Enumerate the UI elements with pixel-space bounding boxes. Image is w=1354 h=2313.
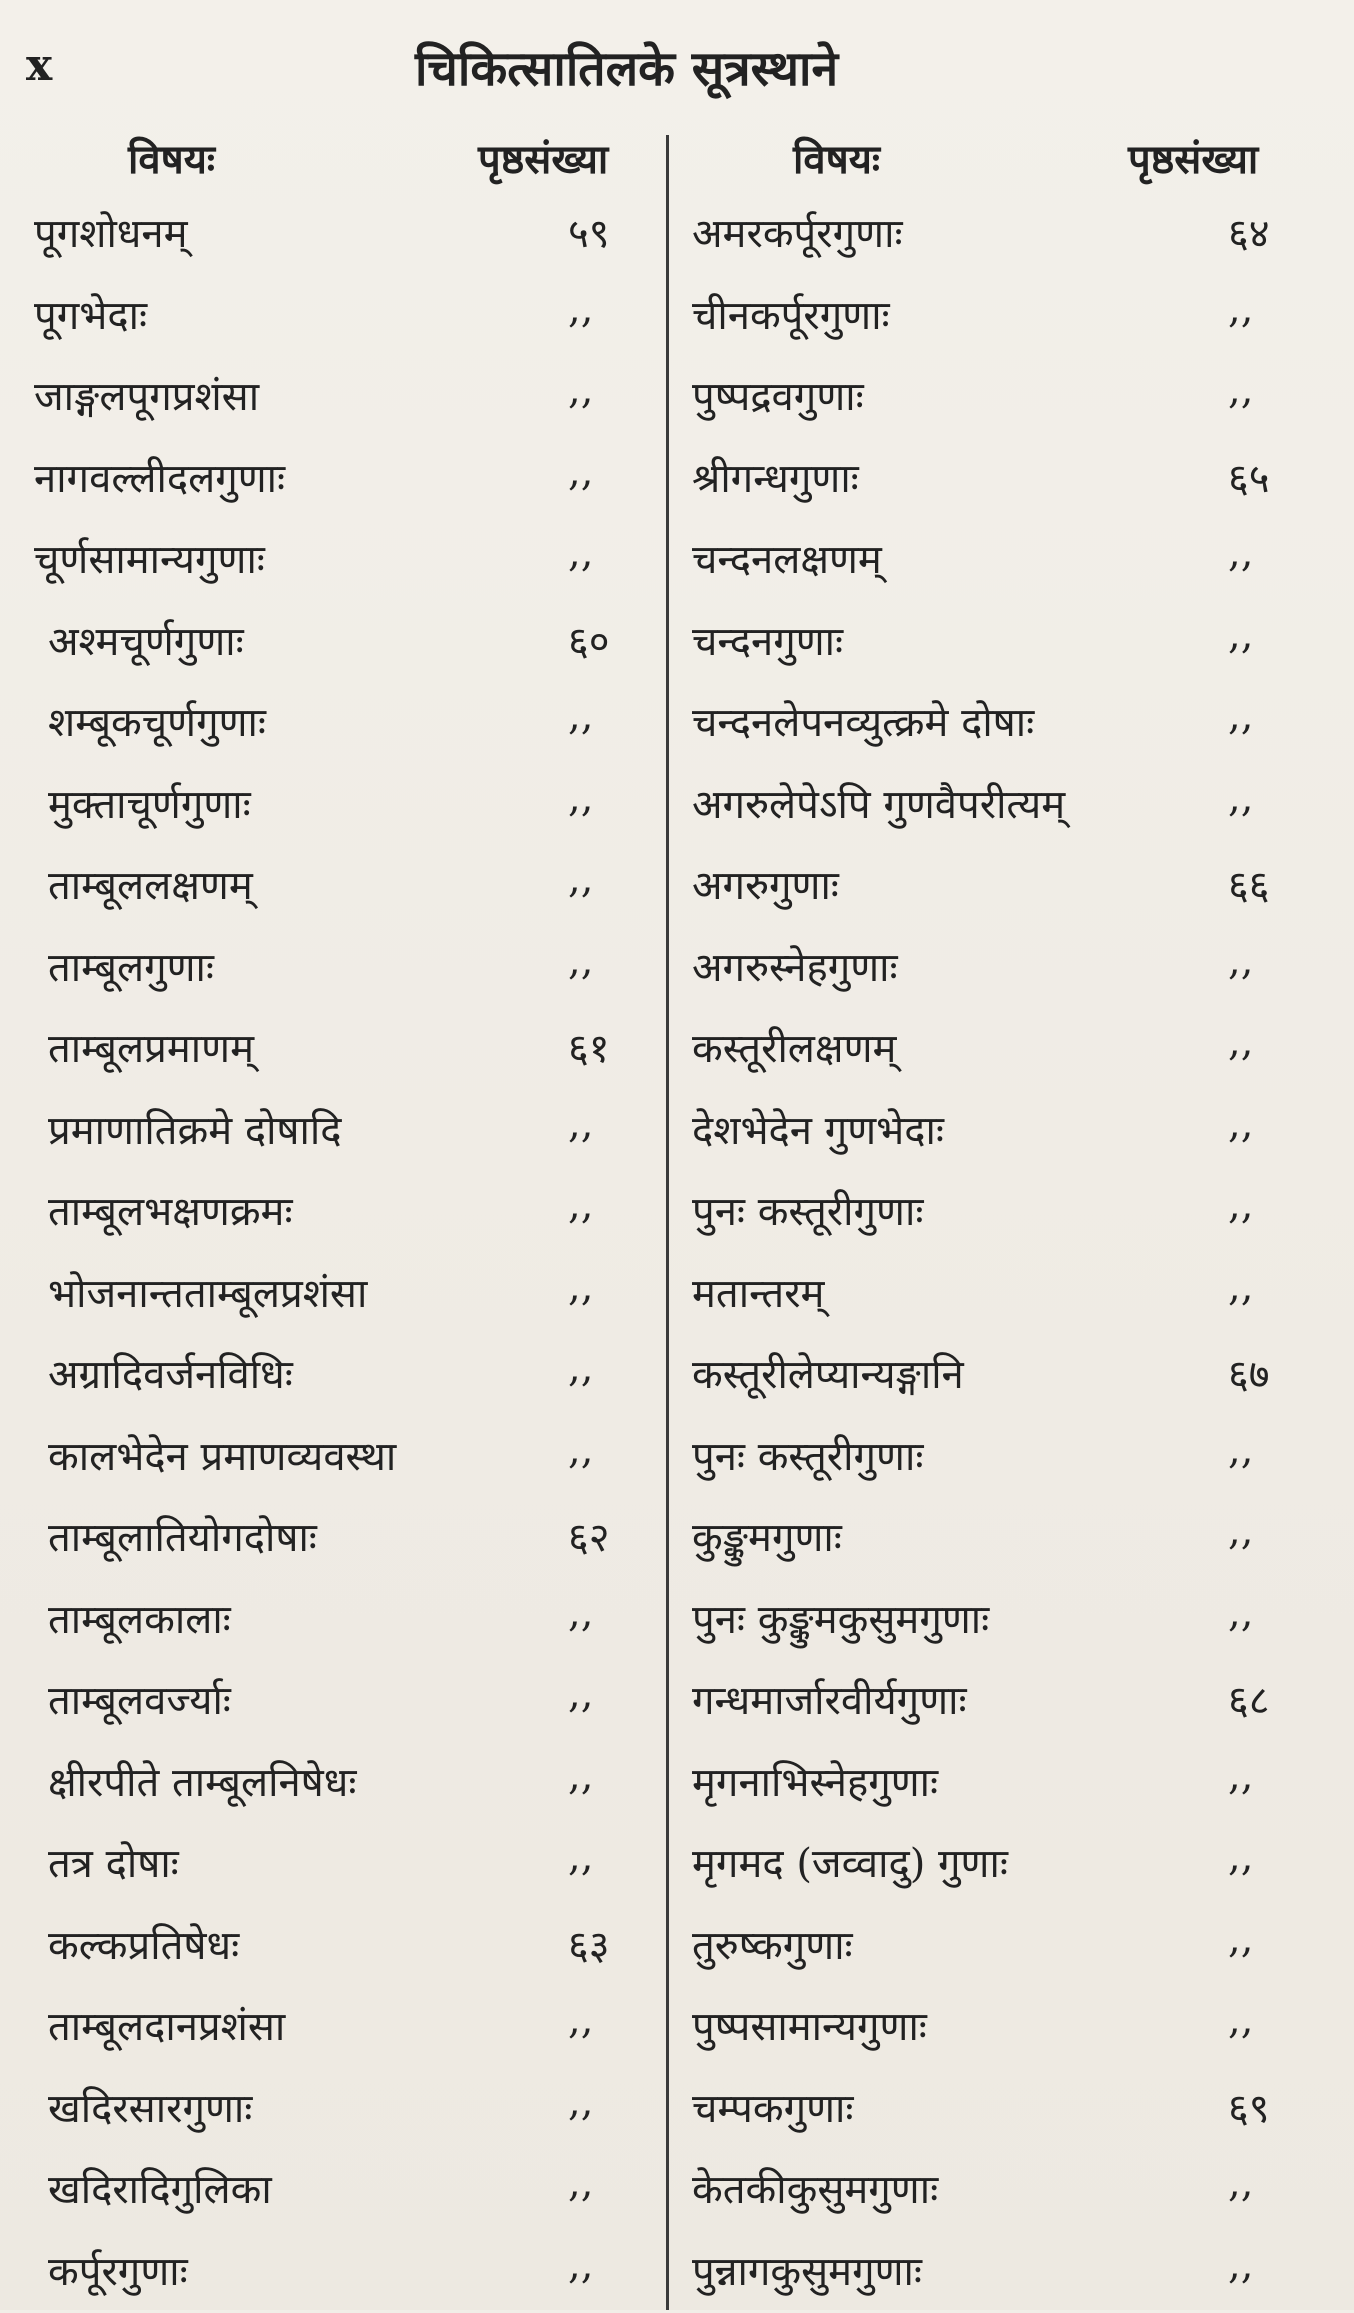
contents-entry [28,1987,640,2069]
entry-page-number: ,, [568,2160,593,2206]
entry-subject: चन्दनलक्षणम् [692,530,882,585]
contents-entry [688,1335,1328,1417]
entry-subject: चन्दनगुणाः [692,612,843,667]
entry-subject: पुनः कस्तूरीगुणाः [692,1182,923,1237]
column-divider [666,135,669,2310]
entry-subject: कस्तूरीलेप्यान्यङ्गानि [692,1345,964,1400]
entry-page-number: ,, [568,1834,593,1880]
entry-subject: चम्पकगुणाः [692,2079,853,2134]
entry-page-number: ,, [568,1671,593,1717]
entry-subject: चीनकर्पूरगुणाः [692,286,890,341]
entry-page-number: ,, [1228,938,1253,984]
entry-subject: प्रमाणातिक्रमे दोषादि [48,1101,342,1156]
entry-subject: अश्मचूर्णगुणाः [48,612,244,667]
contents-entry [688,1661,1328,1743]
page-header [0,30,1354,100]
entry-page-number: ६९ [1228,2079,1270,2134]
entry-subject: भोजनान्तताम्बूलप्रशंसा [48,1264,367,1319]
contents-entry [688,1580,1328,1662]
contents-entry [688,194,1328,276]
entry-page-number: ,, [1228,367,1253,413]
column-header [688,120,1328,194]
contents-entry [28,1091,640,1173]
contents-entry [28,1824,640,1906]
contents-entry [688,1824,1328,1906]
entry-subject: ताम्बूलभक्षणक्रमः [48,1182,293,1237]
page-title: चिकित्सातिलके सूत्रस्थाने [415,35,838,100]
contents-entry [28,683,640,765]
contents-entry [688,765,1328,847]
entry-page-number: ,, [568,1101,593,1147]
entry-page-number: ,, [568,1590,593,1636]
contents-entry [28,1661,640,1743]
entry-page-number: ,, [1228,612,1253,658]
entry-page-number: ,, [1228,1182,1253,1228]
contents-entry [28,439,640,521]
contents-entry [28,602,640,684]
entry-page-number: ,, [1228,1508,1253,1554]
contents-entry [28,1743,640,1825]
contents-entry [28,1417,640,1499]
contents-entry [28,1498,640,1580]
entry-page-number: ६० [568,612,610,667]
entry-subject: पुष्पद्रवगुणाः [692,367,864,422]
entry-subject: पूगशोधनम् [34,204,188,259]
entry-page-number: ,, [568,693,593,739]
contents-entry [28,846,640,928]
entry-page-number: ,, [568,286,593,332]
entry-subject: ताम्बूलकालाः [48,1590,231,1645]
contents-entry [688,2150,1328,2232]
entry-page-number: ,, [1228,1590,1253,1636]
contents-entry [688,846,1328,928]
entry-page-number: ६२ [568,1508,610,1563]
contents-list [688,194,1328,2313]
contents-entry [28,1906,640,1988]
entry-page-number: ,, [568,2242,593,2288]
entry-page-number: ६५ [1228,449,1270,504]
entry-subject: खदिरादिगुलिका [48,2160,272,2215]
entry-page-number: ,, [568,1264,593,1310]
contents-entry [28,1335,640,1417]
entry-page-number: ,, [568,2079,593,2125]
entry-subject: मुक्ताचूर्णगुणाः [48,775,251,830]
entry-subject: अगरुगुणाः [692,856,839,911]
contents-entry [688,439,1328,521]
entry-subject: खदिरसारगुणाः [48,2079,252,2134]
contents-entry [688,1743,1328,1825]
entry-page-number: ,, [1228,775,1253,821]
entry-page-number: ,, [1228,530,1253,576]
entry-subject: श्रीगन्धगुणाः [692,449,859,504]
entry-subject: क्षीरपीते ताम्बूलनिषेधः [48,1753,356,1808]
entry-page-number: ,, [1228,1753,1253,1799]
contents-entry [28,520,640,602]
contents-entry [688,1254,1328,1336]
entry-subject: ताम्बूलदानप्रशंसा [48,1997,285,2052]
contents-entry [28,765,640,847]
entry-subject: पुनः कस्तूरीगुणाः [692,1427,923,1482]
page-number: x [26,40,53,91]
entry-subject: शम्बूकचूर्णगुणाः [48,693,266,748]
entry-subject: ताम्बूलप्रमाणम् [48,1019,254,1074]
entry-subject: मृगमद (जव्वादु) गुणाः [692,1834,1008,1889]
entry-subject: मतान्तरम् [692,1264,824,1319]
contents-entry [688,602,1328,684]
subject-heading: विषयः [128,130,215,185]
contents-entry [28,276,640,358]
entry-subject: ताम्बूललक्षणम् [48,856,253,911]
contents-entry [688,928,1328,1010]
contents-entry [688,2069,1328,2151]
entry-page-number: ,, [568,938,593,984]
entry-page-number: ,, [568,449,593,495]
entry-subject: ताम्बूलवर्ज्याः [48,1671,231,1726]
contents-entry [688,1498,1328,1580]
contents-entry [28,928,640,1010]
entry-subject: अग्रादिवर्जनविधिः [48,1345,293,1400]
entry-subject: ताम्बूलगुणाः [48,938,214,993]
contents-entry [688,1906,1328,1988]
entry-page-number: ,, [1228,1264,1253,1310]
entry-subject: चन्दनलेपनव्युत्क्रमे दोषाः [692,693,1034,748]
entry-page-number: ६१ [568,1019,610,1074]
entry-page-number: ,, [1228,1997,1253,2043]
entry-page-number: ,, [568,1182,593,1228]
contents-entry [688,1009,1328,1091]
entry-subject: अगरुलेपेऽपि गुणवैपरीत्यम् [692,775,1065,830]
entry-subject: चूर्णसामान्यगुणाः [34,530,265,585]
contents-entry [688,520,1328,602]
entry-page-number: ,, [1228,2242,1253,2288]
entry-page-number: ,, [1228,1834,1253,1880]
contents-entry [28,1580,640,1662]
entry-subject: नागवल्लीदलगुणाः [34,449,285,504]
contents-entry [688,276,1328,358]
contents-column-right [688,120,1328,2313]
entry-page-number: ,, [1228,1019,1253,1065]
contents-column-left [28,120,640,2313]
entry-page-number: ६४ [1228,204,1270,259]
page-count-heading: पृष्ठसंख्या [478,130,608,185]
entry-subject: मृगनाभिस्नेहगुणाः [692,1753,938,1808]
entry-subject: जाङ्गलपूगप्रशंसा [34,367,259,422]
contents-entry [688,683,1328,765]
entry-page-number: ,, [1228,286,1253,332]
subject-heading: विषयः [793,130,880,185]
contents-entry [28,194,640,276]
contents-entry [28,2150,640,2232]
entry-subject: पूगभेदाः [34,286,147,341]
entry-subject: अमरकर्पूरगुणाः [692,204,903,259]
contents-entry [688,357,1328,439]
entry-page-number: ,, [568,1427,593,1473]
entry-page-number: ,, [568,367,593,413]
entry-subject: पुन्नागकुसुमगुणाः [692,2242,922,2297]
entry-page-number: ,, [1228,693,1253,739]
entry-page-number: ६६ [1228,856,1270,911]
entry-subject: कस्तूरीलक्षणम् [692,1019,896,1074]
entry-subject: पुष्पसामान्यगुणाः [692,1997,927,2052]
entry-subject: पुनः कुङ्कुमकुसुमगुणाः [692,1590,989,1645]
entry-page-number: ,, [1228,1427,1253,1473]
entry-page-number: ५९ [568,204,610,259]
contents-entry [28,1009,640,1091]
entry-subject: कुङ्कुमगुणाः [692,1508,842,1563]
column-header [28,120,640,194]
contents-list [28,194,640,2313]
entry-subject: गन्धमार्जारवीर्यगुणाः [692,1671,967,1726]
contents-entry [28,357,640,439]
entry-subject: अगरुस्नेहगुणाः [692,938,898,993]
entry-subject: तुरुष्कगुणाः [692,1916,853,1971]
contents-entry [28,2069,640,2151]
entry-page-number: ,, [568,1997,593,2043]
entry-page-number: ,, [568,1753,593,1799]
entry-subject: कल्कप्रतिषेधः [48,1916,239,1971]
entry-page-number: ,, [1228,1916,1253,1962]
contents-entry [28,1254,640,1336]
entry-page-number: ६८ [1228,1671,1270,1726]
entry-subject: देशभेदेन गुणभेदाः [692,1101,944,1156]
entry-page-number: ६७ [1228,1345,1270,1400]
entry-subject: ताम्बूलातियोगदोषाः [48,1508,317,1563]
entry-subject: कर्पूरगुणाः [48,2242,188,2297]
contents-entry [688,1091,1328,1173]
contents-entry [688,1417,1328,1499]
entry-page-number: ,, [568,775,593,821]
contents-entry [688,1987,1328,2069]
entry-page-number: ६३ [568,1916,610,1971]
contents-entry [28,1172,640,1254]
contents-entry [688,2232,1328,2313]
entry-page-number: ,, [568,856,593,902]
entry-subject: तत्र दोषाः [48,1834,179,1889]
entry-subject: कालभेदेन प्रमाणव्यवस्था [48,1427,396,1482]
entry-subject: केतकीकुसुमगुणाः [692,2160,938,2215]
entry-page-number: ,, [568,530,593,576]
entry-page-number: ,, [1228,1101,1253,1147]
entry-page-number: ,, [568,1345,593,1391]
contents-entry [688,1172,1328,1254]
entry-page-number: ,, [1228,2160,1253,2206]
page-count-heading: पृष्ठसंख्या [1128,130,1258,185]
contents-entry [28,2232,640,2313]
